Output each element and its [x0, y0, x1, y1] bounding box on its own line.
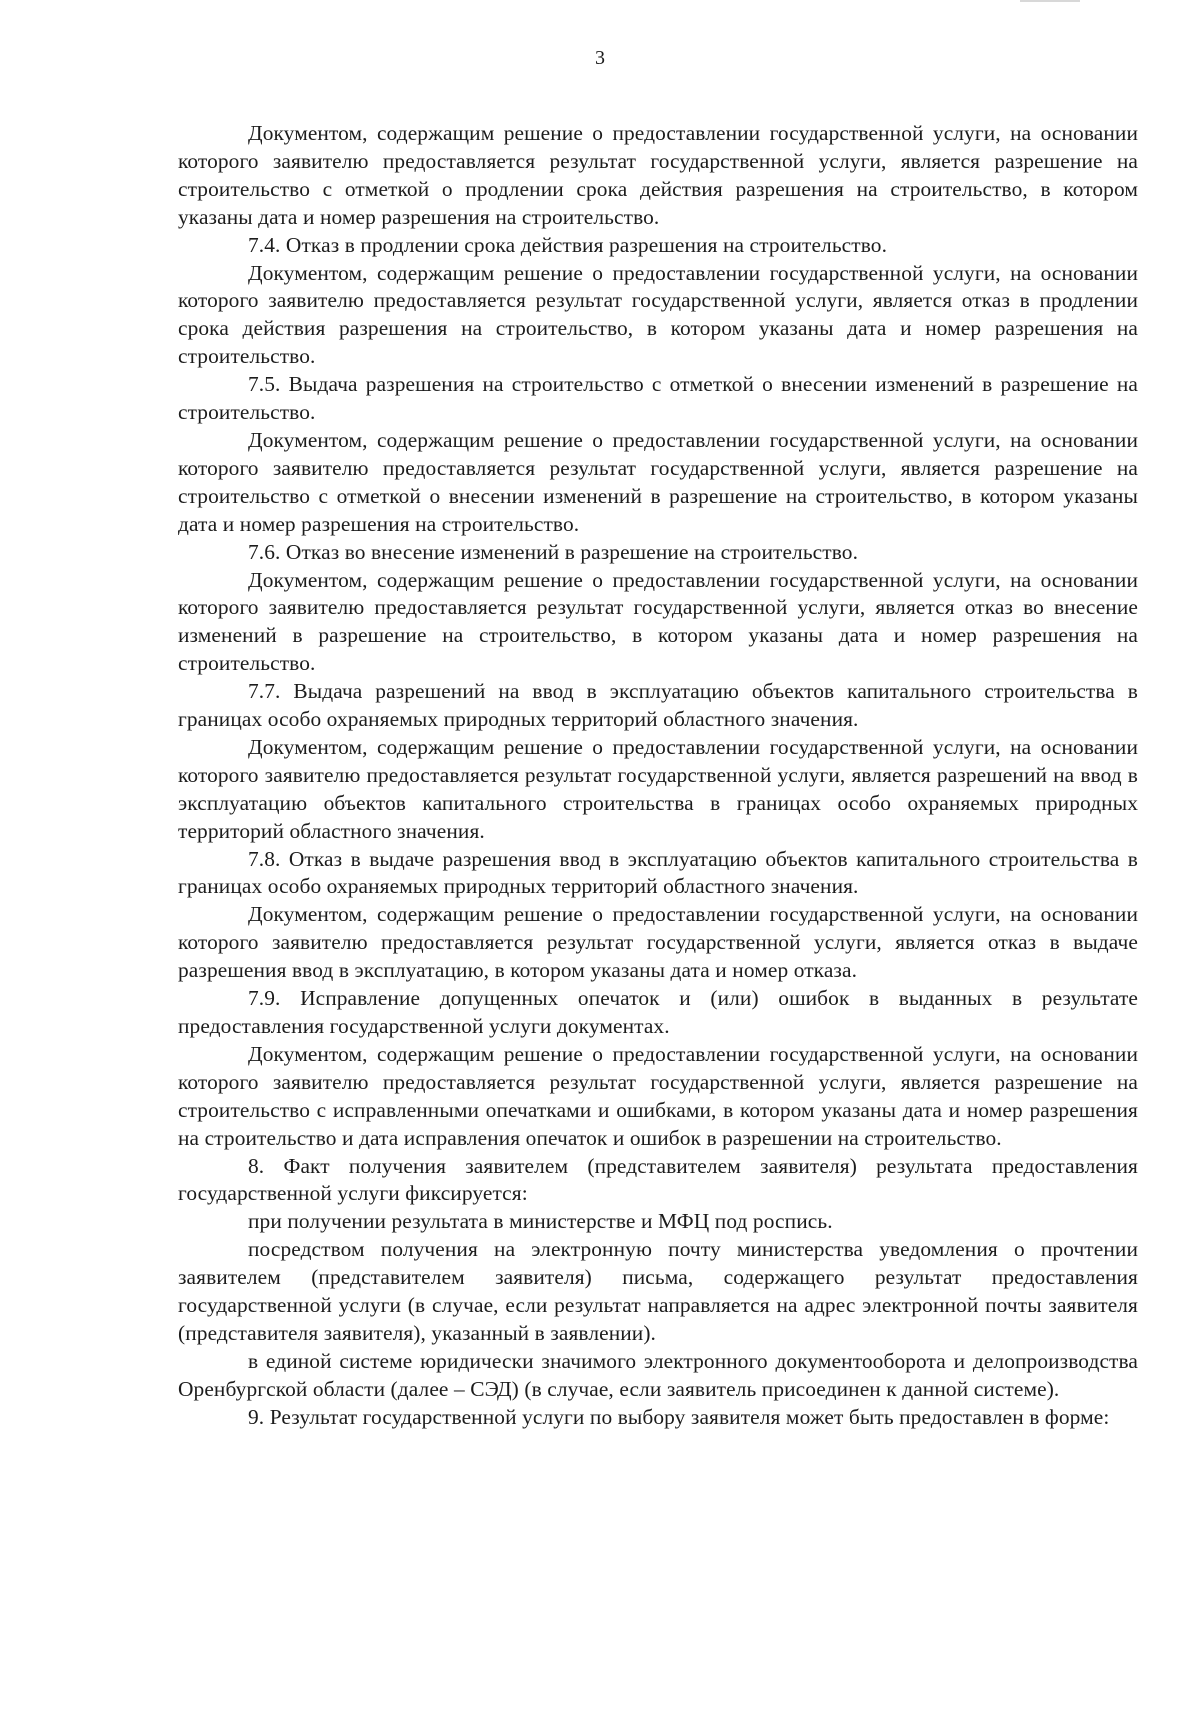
paragraph-item-9: 9. Результат государственной услуги по выбору заявителя может быть предоставлен в форме:	[248, 1404, 1110, 1429]
paragraph: Документом, содержащим решение о предоставлении государственной услуги, на основании которого заявителю предоставляется результат государственной услуги, является разрешение на строительство с исправленными опечатками и ошибками, в котором указаны дата и номер разрешения на строительство и дата исправления опечаток и ошибок в разрешении на строительство.	[178, 1041, 1138, 1150]
paragraph-list-item: в единой системе юридически значимого электронного документооборота и делопроизводства Оренбургской области (далее – СЭД) (в случае, если заявитель присоединен к данной системе).	[178, 1348, 1138, 1401]
paragraph-list-item: при получении результата в министерстве и МФЦ под роспись.	[248, 1209, 833, 1234]
paragraph-item-8: 8. Факт получения заявителем (представителем заявителя) результата предоставления государственной услуги фиксируется:	[178, 1153, 1138, 1206]
paragraph: Документом, содержащим решение о предоставлении государственной услуги, на основании которого заявителю предоставляется результат государственной услуги, является отказ в выдаче разрешения ввод в эксплуатацию, в котором указаны дата и номер отказа.	[178, 902, 1138, 983]
paragraph-item-7-8: 7.8. Отказ в выдаче разрешения ввод в эксплуатацию объектов капитального строительства в границах особо охраняемых природных территорий областного значения.	[178, 846, 1138, 899]
scan-edge-mark	[1020, 0, 1080, 2]
document-body	[178, 120, 1138, 1432]
paragraph-item-7-6: 7.6. Отказ во внесение изменений в разрешение на строительство.	[248, 539, 859, 564]
page-number: 3	[595, 47, 605, 69]
paragraph: Документом, содержащим решение о предоставлении государственной услуги, на основании которого заявителю предоставляется результат государственной услуги, является разрешений на ввод в эксплуатацию объектов капитального строительства в границах особо охраняемых природных территорий областного значения.	[178, 734, 1138, 843]
paragraph: Документом, содержащим решение о предоставлении государственной услуги, на основании которого заявителю предоставляется результат государственной услуги, является отказ в продлении срока действия разрешения на строительство, в котором указаны дата и номер разрешения на строительство.	[178, 260, 1138, 369]
paragraph-list-item: посредством получения на электронную почту министерства уведомления о прочтении заявителем (представителем заявителя) письма, содержащего результат предоставления государственной услуги (в случае, если результат направляется на адрес электронной почты заявителя (представителя заявителя), указанный в заявлении).	[178, 1237, 1138, 1345]
paragraph-item-7-5: 7.5. Выдача разрешения на строительство с отметкой о внесении изменений в разрешение на строительство.	[178, 372, 1138, 425]
paragraph-item-7-9: 7.9. Исправление допущенных опечаток и (или) ошибок в выданных в результате предоставления государственной услуги документах.	[178, 986, 1138, 1038]
paragraph-item-7-7: 7.7. Выдача разрешений на ввод в эксплуатацию объектов капитального строительства в границах особо охраняемых природных территорий областного значения.	[178, 679, 1138, 732]
paragraph: Документом, содержащим решение о предоставлении государственной услуги, на основании которого заявителю предоставляется результат государственной услуги, является разрешение на строительство с отметкой о внесении изменений в разрешение на строительство, в котором указаны дата и номер разрешения на строительство.	[178, 427, 1138, 536]
paragraph: Документом, содержащим решение о предоставлении государственной услуги, на основании которого заявителю предоставляется результат государственной услуги, является отказ во внесение изменений в разрешение на строительство, в котором указаны дата и номер разрешения на строительство.	[178, 567, 1138, 676]
paragraph: Документом, содержащим решение о предоставлении государственной услуги, на основании которого заявителю предоставляется результат государственной услуги, является разрешение на строительство с отметкой о продлении срока действия разрешения на строительство, в котором указаны дата и номер разрешения на строительство.	[178, 121, 1138, 229]
paragraph-item-7-4: 7.4. Отказ в продлении срока действия разрешения на строительство.	[248, 232, 888, 257]
